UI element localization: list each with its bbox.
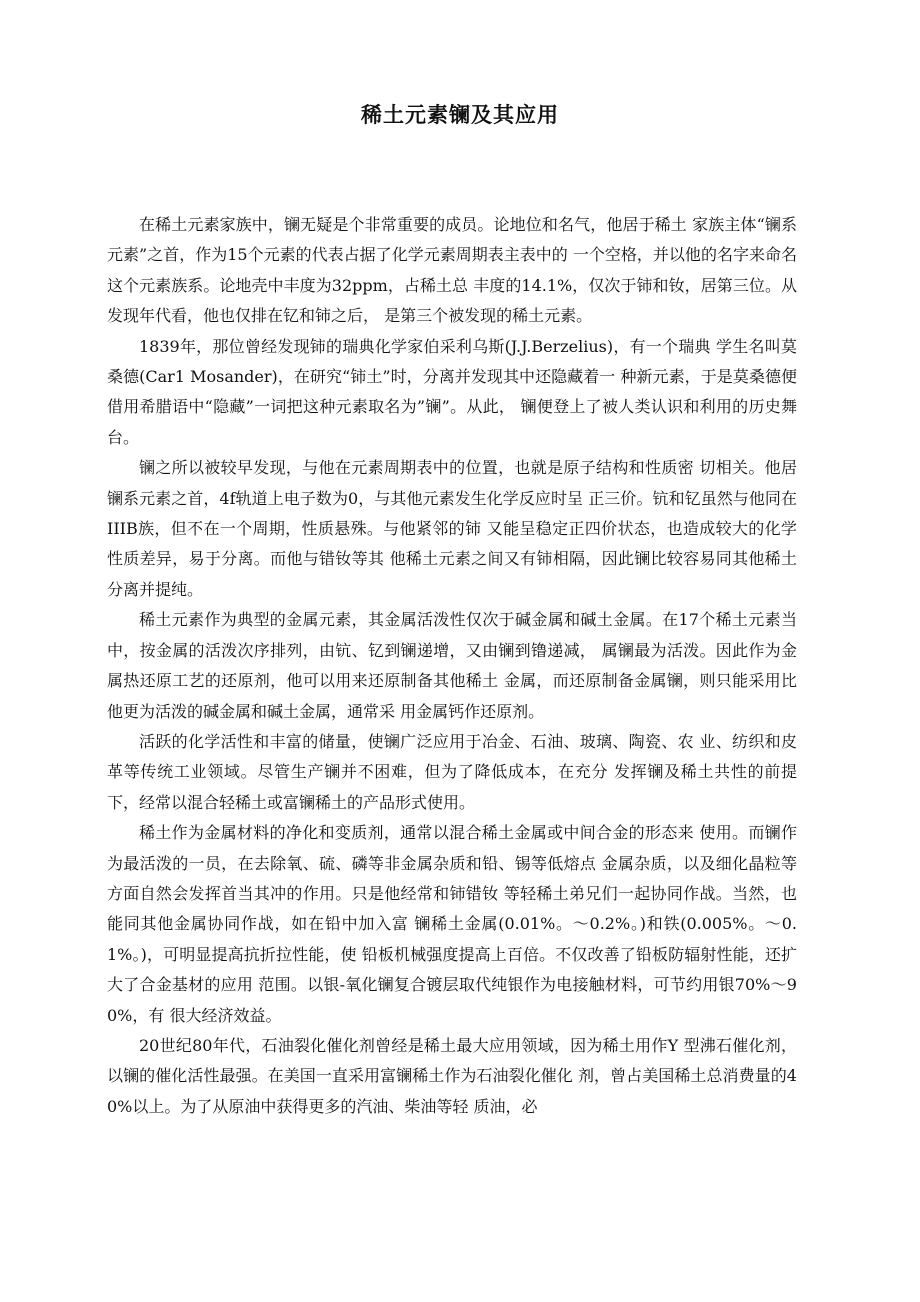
document-body <box>107 210 797 1122</box>
paragraph-1: 在稀土元素家族中，镧无疑是个非常重要的成员。论地位和名气，他居于稀土 家族主体“镧系元素”之首，作为15个元素的代表占据了化学元素周期表主表中的 一个空格，并以他的名字来命名这个元素族系。论地壳中丰度为32ppm，占稀土总 丰度的14.1%，仅次于铈和钕，居第三位。从发现年代看，他也仅排在钇和铈之后， 是第三个被发现的稀土元素。 <box>107 215 797 326</box>
paragraph-3: 镧之所以被较早发现，与他在元素周期表中的位置，也就是原子结构和性质密 切相关。他居镧系元素之首，4f轨道上电子数为0，与其他元素发生化学反应时呈 正三价。钪和钇虽然与他同在IIIB族，但不在一个周期，性质悬殊。与他紧邻的铈 又能呈稳定正四价状态，也造成较大的化学性质差异，易于分离。而他与错钕等其 他稀土元素之间又有铈相隔，因此镧比较容易同其他稀土分离并提纯。 <box>107 458 797 599</box>
paragraph-2: 1839年，那位曾经发现铈的瑞典化学家伯采利乌斯(J.J.Berzelius)，有一个瑞典 学生名叫莫桑德(Car1 Mosander)，在研究“铈土”时，分离并发现其中还隐藏着一 种新元素，于是莫桑德便借用希腊语中“隐藏”一词把这种元素取名为”镧”。从此， 镧便登上了被人类认识和利用的历史舞台。 <box>107 336 797 447</box>
paragraph-7: 20世纪80年代，石油裂化催化剂曾经是稀土最大应用领域，因为稀土用作Y 型沸石催化剂，以镧的催化活性最强。在美国一直采用富镧稀土作为石油裂化催化 剂，曾占美国稀土总消费量的40%以上。为了从原油中获得更多的汽油、柴油等轻 质油，必 <box>107 1035 797 1116</box>
document-title: 稀土元素镧及其应用 <box>361 102 559 127</box>
paragraph-6: 稀土作为金属材料的净化和变质剂，通常以混合稀土金属或中间合金的形态来 使用。而镧作为最活泼的一员，在去除氧、硫、磷等非金属杂质和铅、锡等低熔点 金属杂质，以及细化晶粒等方面自然会发挥首当其冲的作用。只是他经常和铈错钕 等轻稀土弟兄们一起协同作战。当然，也能同其他金属协同作战，如在铅中加入富 镧稀土金属(0.01%。〜0.2%。)和铁(0.005%。〜0.1%。)，可明显提高抗折拉性能，使 铅板机械强度提高上百倍。不仅改善了铅板防辐射性能，还扩大了合金基材的应用 范围。以银-氧化镧复合镀层取代纯银作为电接触材料，可节约用银70%〜90%，有 很大经济效益。 <box>107 823 797 1025</box>
paragraph-5: 活跃的化学活性和丰富的储量，使镧广泛应用于冶金、石油、玻璃、陶瓷、农 业、纺织和皮革等传统工业领域。尽管生产镧并不困难，但为了降低成本，在充分 发挥镧及稀土共性的前提下，经常以混合轻稀土或富镧稀土的产品形式使用。 <box>107 731 797 812</box>
paragraph-4: 稀土元素作为典型的金属元素，其金属活泼性仅次于碱金属和碱土金属。在17个稀土元素当中，按金属的活泼次序排列，由钪、钇到镧递增，又由镧到镥递减， 属镧最为活泼。因此作为金属热还原工艺的还原剂，他可以用来还原制备其他稀土 金属，而还原制备金属镧，则只能采用比他更为活泼的碱金属和碱土金属，通常采 用金属钙作还原剂。 <box>107 610 797 721</box>
